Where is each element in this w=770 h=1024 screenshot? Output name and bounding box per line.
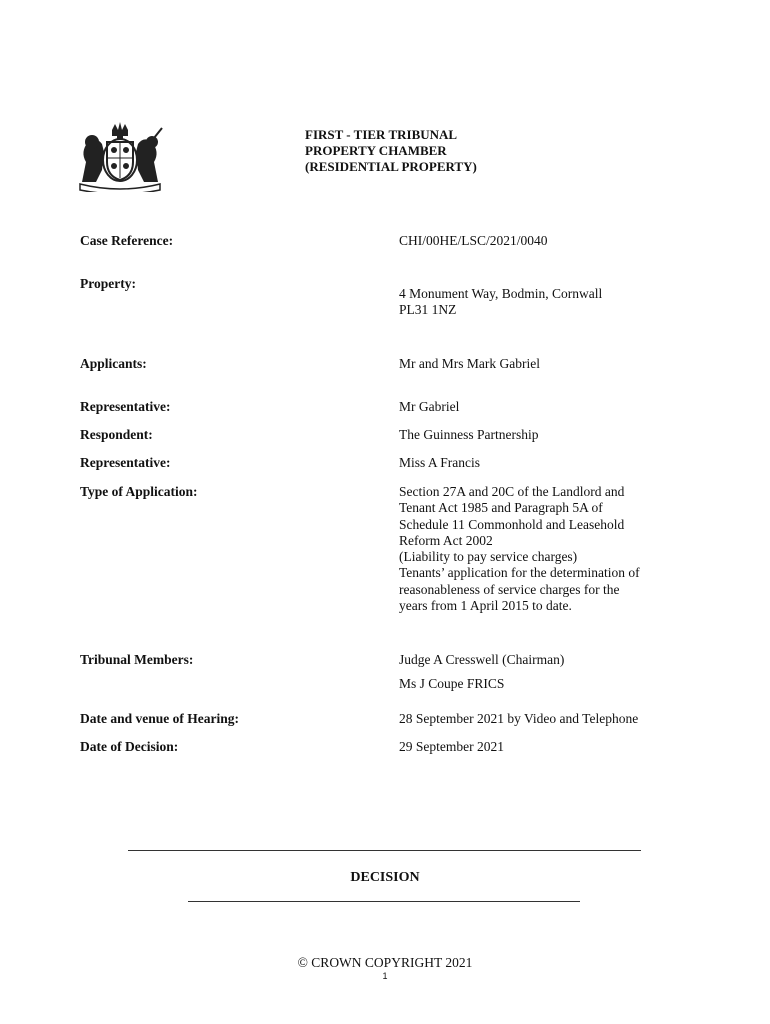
applicants-label: Applicants: [80,356,147,371]
respondent-representative-label: Representative: [80,455,171,470]
applicants-value: Mr and Mrs Mark Gabriel [399,356,540,371]
tribunal-members-label: Tribunal Members: [80,652,194,667]
representative-label: Representative: [80,399,171,414]
respondent-representative-value: Miss A Francis [399,455,481,470]
representative-value: Mr Gabriel [399,399,460,414]
tribunal-header [305,127,477,175]
decision-date-label: Date of Decision: [80,739,179,754]
application-line: years from 1 April 2015 to date. [399,598,572,614]
tribunal-member-2: Ms J Coupe FRICS [399,676,505,691]
property-value [399,286,602,319]
bottom-rule [188,901,580,902]
hearing-label: Date and venue of Hearing: [80,711,239,726]
type-of-application-value [399,484,640,614]
coat-of-arms-icon [74,122,166,192]
case-reference-value: CHI/00HE/LSC/2021/0040 [399,233,548,248]
application-line: (Liability to pay service charges) [399,549,578,565]
top-rule [128,850,641,851]
header-line-1: FIRST - TIER TRIBUNAL [305,127,458,142]
hearing-value: 28 September 2021 by Video and Telephone [399,711,639,726]
page-number: 1 [382,971,388,981]
respondent-label: Respondent: [80,427,153,442]
application-line: Section 27A and 20C of the Landlord and [399,484,625,499]
respondent-value: The Guinness Partnership [399,427,539,442]
property-line: PL31 1NZ [399,302,457,318]
header-line-2: PROPERTY CHAMBER [305,143,447,158]
decision-date-value: 29 September 2021 [399,739,504,754]
application-line: Tenant Act 1985 and Paragraph 5A of [399,500,603,516]
tribunal-member-1: Judge A Cresswell (Chairman) [399,652,565,667]
type-of-application-label: Type of Application: [80,484,198,499]
header-line-3: (RESIDENTIAL PROPERTY) [305,159,477,174]
application-line: Reform Act 2002 [399,532,493,548]
property-line: 4 Monument Way, Bodmin, Cornwall [399,286,603,301]
decision-heading: DECISION [350,870,420,885]
property-label: Property: [80,276,136,291]
application-line: reasonableness of service charges for the [399,581,620,597]
case-reference-label: Case Reference: [80,233,174,248]
application-line: Schedule 11 Commonhold and Leasehold [399,516,625,532]
application-line: Tenants’ application for the determination of [399,565,640,581]
copyright-notice: © CROWN COPYRIGHT 2021 [297,955,473,970]
